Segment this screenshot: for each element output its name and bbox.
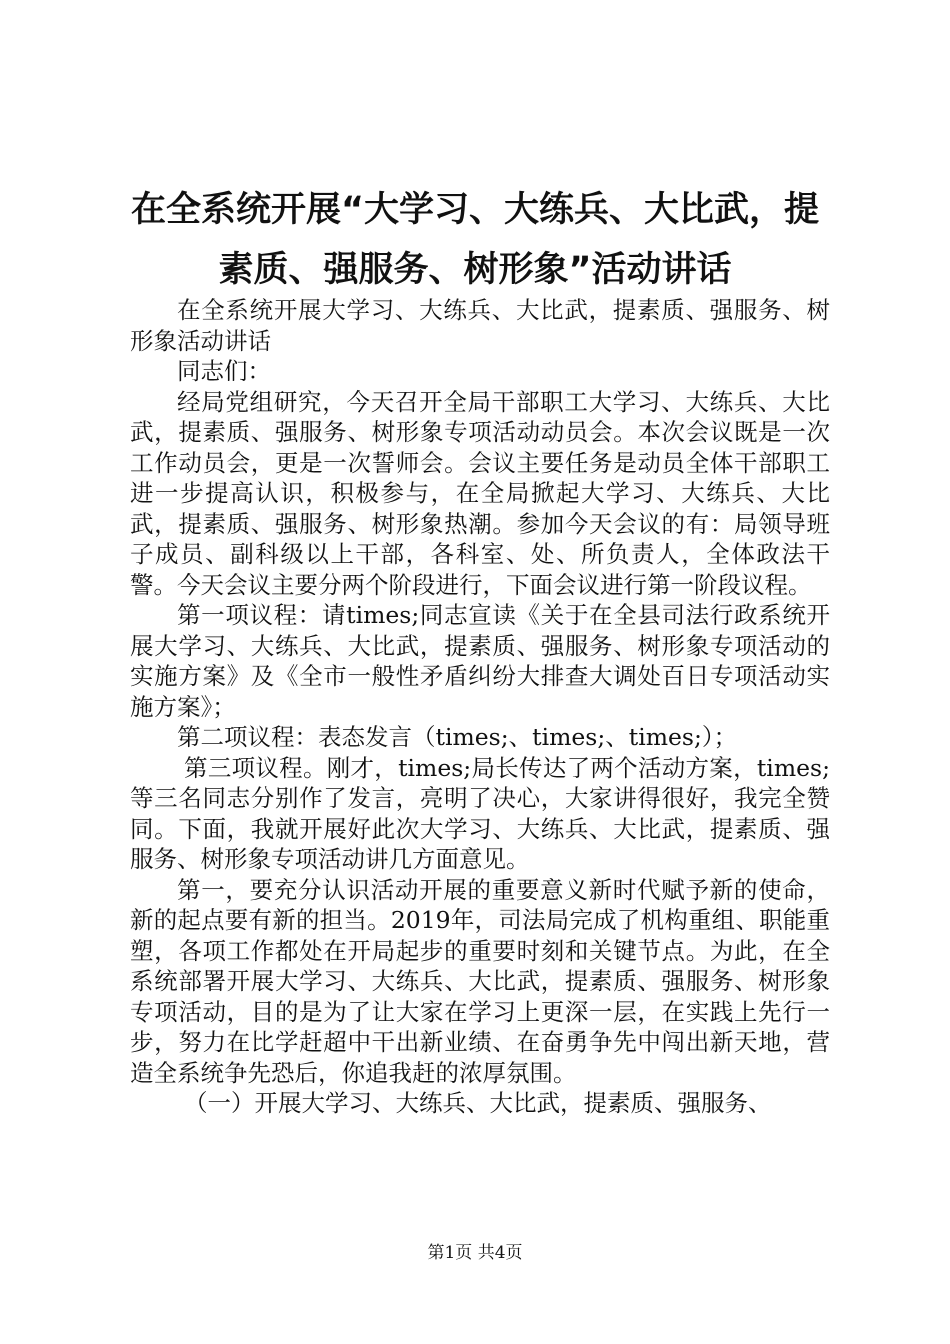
document-title-line-2: 素质、强服务、树形象”活动讲话 — [218, 250, 732, 290]
paragraph-point-1: 第一，要充分认识活动开展的重要意义新时代赋予新的使命，新的起点要有新的担当。2019年，司法局完成了机构重组、职能重塑，各项工作都处在开局起步的重要时刻和关键节点。为此，在全系统部署开展大学习、大练兵、大比武，提素质、强服务、树形象专项活动，目的是为了让大家在学习上更深一层，在实践上先行一步，努力在比学赶超中干出新业绩、在奋勇争先中闯出新天地，营造全系统争先恐后，你追我赶的浓厚氛围。 — [130, 875, 830, 1087]
paragraph-subpoint-1: （一）开展大学习、大练兵、大比武，提素质、强服务、 — [184, 1089, 772, 1117]
paragraph-agenda-1: 第一项议程：请times;同志宣读《关于在全县司法行政系统开展大学习、大练兵、大比武，提素质、强服务、树形象专项活动的实施方案》及《全市一般性矛盾纠纷大排查大调处百日专项活动实施方案》； — [130, 601, 830, 721]
page-footer: 第1页 共4页 — [427, 1243, 523, 1263]
paragraph-agenda-2: 第二项议程：表态发言（times;、times;、times;）； — [177, 723, 738, 751]
paragraph-agenda-3: 第三项议程。刚才，times;局长传达了两个活动方案，times;等三名同志分别作了发言，亮明了决心，大家讲得很好，我完全赞同。下面，我就开展好此次大学习、大练兵、大比武，提素质、强服务、树形象专项活动讲几方面意见。 — [130, 753, 830, 873]
paragraph-opening: 经局党组研究，今天召开全局干部职工大学习、大练兵、大比武，提素质、强服务、树形象专项活动动员会。本次会议既是一次工作动员会，更是一次誓师会。会议主要任务是动员全体干部职工进一步提高认识，积极参与，在全局掀起大学习、大练兵、大比武，提素质、强服务、树形象热潮。参加今天会议的有：局领导班子成员、副科级以上干部，各科室、处、所负责人，全体政法干警。今天会议主要分两个阶段进行，下面会议进行第一阶段议程。 — [130, 387, 830, 599]
paragraph-subtitle: 在全系统开展大学习、大练兵、大比武，提素质、强服务、树形象活动讲话 — [130, 296, 830, 355]
document-body — [130, 295, 830, 1119]
paragraph-salutation: 同志们： — [177, 357, 271, 385]
document-title-line-1: 在全系统开展“大学习、大练兵、大比武，提 — [130, 190, 819, 230]
